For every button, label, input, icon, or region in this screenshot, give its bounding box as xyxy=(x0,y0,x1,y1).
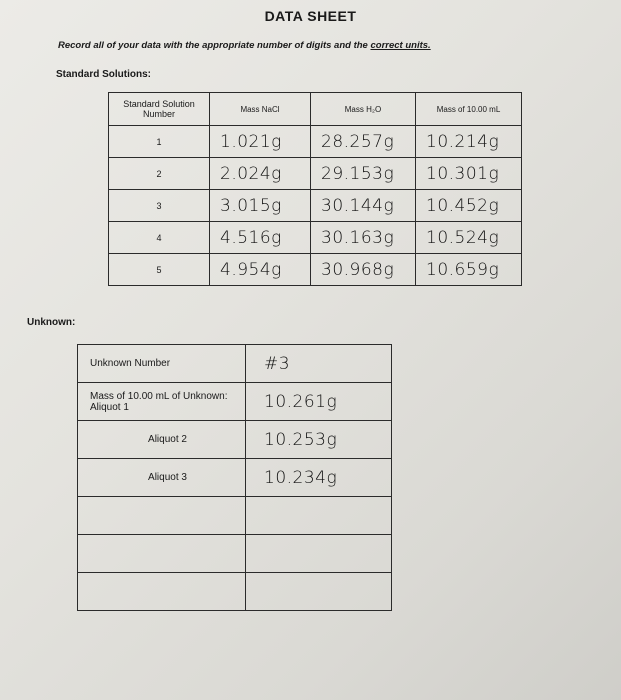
row-number: 4 xyxy=(109,222,210,254)
row-number: 2 xyxy=(109,158,210,190)
table-row xyxy=(109,222,522,254)
table-row xyxy=(78,573,392,611)
mass-10ml-value: 10.524g xyxy=(426,227,500,248)
mass-h2o-value: 29.153g xyxy=(321,163,395,184)
mass-nacl-value: 2.024g xyxy=(220,163,282,184)
empty-value-cell xyxy=(246,535,392,573)
unknown-label: Unknown: xyxy=(27,317,76,328)
mass-h2o-value: 30.144g xyxy=(321,195,395,216)
header-mass-h2o: Mass H₂O xyxy=(311,93,416,126)
header-mass-nacl: Mass NaCl xyxy=(210,93,311,126)
table-row xyxy=(78,459,392,497)
table-row xyxy=(78,345,392,383)
standard-solutions-table xyxy=(108,92,522,286)
header-mass-10ml: Mass of 10.00 mL xyxy=(416,93,522,126)
table-row xyxy=(78,383,392,421)
header-standard-number: Standard Solution Number xyxy=(109,93,210,126)
unknown-number-label: Unknown Number xyxy=(78,345,246,383)
instruction-text xyxy=(58,40,431,51)
row-number: 1 xyxy=(109,126,210,158)
aliquot-3-value: 10.234g xyxy=(264,467,338,488)
aliquot-3-label: Aliquot 3 xyxy=(78,459,246,497)
mass-h2o-value: 28.257g xyxy=(321,131,395,152)
table-row xyxy=(109,126,522,158)
mass-10ml-value: 10.301g xyxy=(426,163,500,184)
mass-nacl-value: 3.015g xyxy=(220,195,282,216)
aliquot-1-label: Mass of 10.00 mL of Unknown: Aliquot 1 xyxy=(78,383,246,421)
empty-value-cell xyxy=(246,573,392,611)
empty-label-cell xyxy=(78,573,246,611)
empty-label-cell xyxy=(78,497,246,535)
row-number: 3 xyxy=(109,190,210,222)
mass-h2o-value: 30.968g xyxy=(321,259,395,280)
table-header-row xyxy=(109,93,522,126)
instruction-emphasis: correct units. xyxy=(370,40,431,51)
table-row xyxy=(109,190,522,222)
empty-value-cell xyxy=(246,497,392,535)
table-row xyxy=(109,254,522,286)
unknown-number-value: #3 xyxy=(264,353,291,374)
row-number: 5 xyxy=(109,254,210,286)
mass-nacl-value: 4.954g xyxy=(220,259,282,280)
table-row xyxy=(78,421,392,459)
mass-h2o-value: 30.163g xyxy=(321,227,395,248)
table-row xyxy=(78,535,392,573)
empty-label-cell xyxy=(78,535,246,573)
standard-solutions-label: Standard Solutions: xyxy=(56,69,151,80)
table-row xyxy=(109,158,522,190)
mass-nacl-value: 4.516g xyxy=(220,227,282,248)
mass-10ml-value: 10.452g xyxy=(426,195,500,216)
mass-nacl-value: 1.021g xyxy=(220,131,282,152)
instruction-main: Record all of your data with the appropriate number of digits and the xyxy=(58,40,371,51)
aliquot-2-label: Aliquot 2 xyxy=(78,421,246,459)
unknown-table xyxy=(77,344,392,611)
page-title: DATA SHEET xyxy=(264,8,357,24)
aliquot-1-value: 10.261g xyxy=(264,391,338,412)
aliquot-2-value: 10.253g xyxy=(264,429,338,450)
mass-10ml-value: 10.659g xyxy=(426,259,500,280)
table-row xyxy=(78,497,392,535)
mass-10ml-value: 10.214g xyxy=(426,131,500,152)
